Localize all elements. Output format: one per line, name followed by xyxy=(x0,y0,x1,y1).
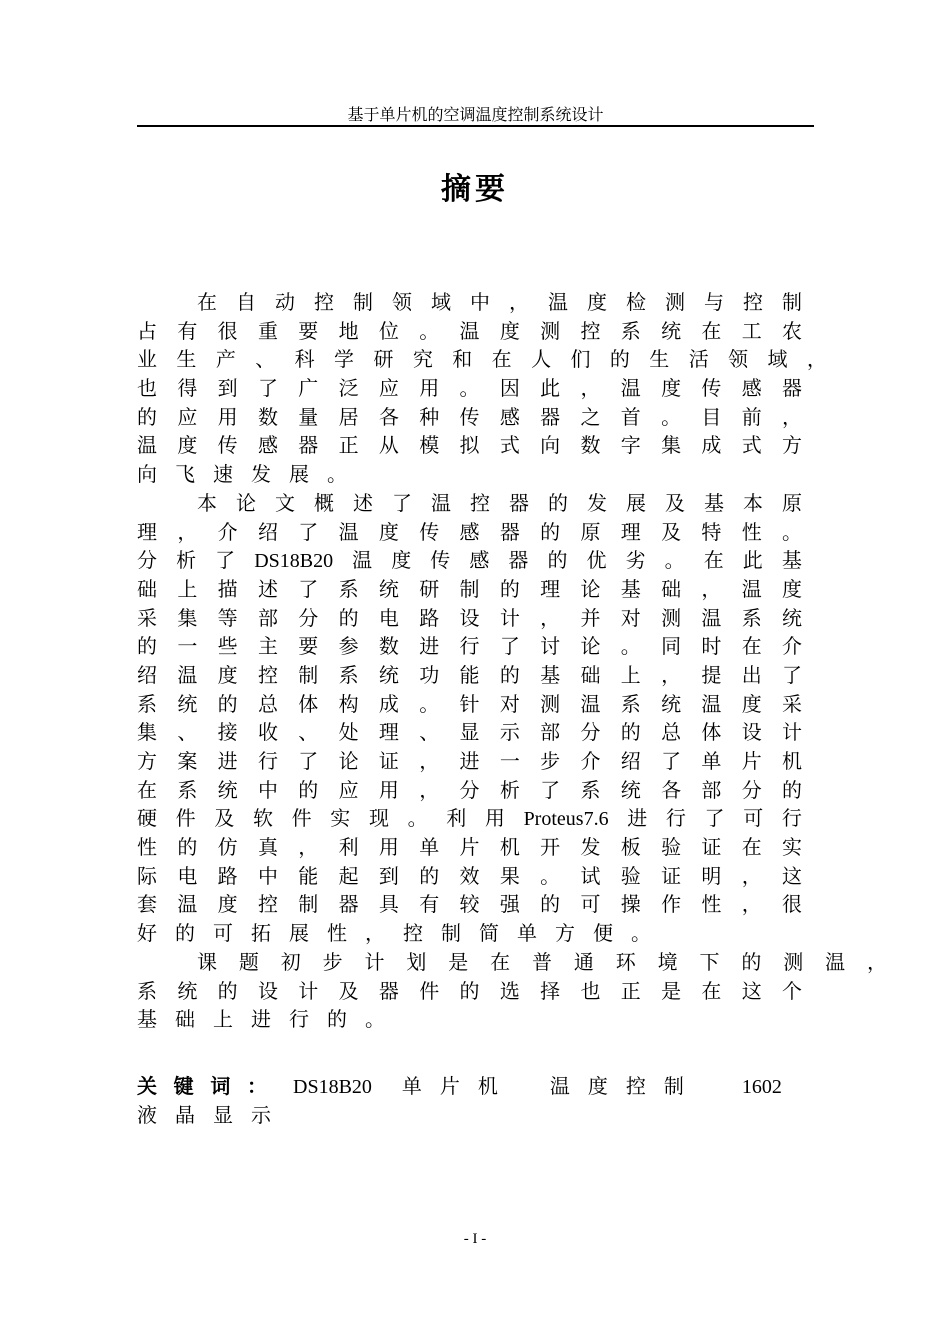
abstract-line: 集 、 接 收 、 处 理 、 显 示 部 分 的 总 体 设 计 xyxy=(137,720,802,745)
abstract-line: 课 题 初 步 计 划 是 在 普 通 环 境 下 的 测 温 ， xyxy=(197,949,887,974)
keywords-line-1 xyxy=(137,1072,802,1101)
abstract-line: 本 论 文 概 述 了 温 控 器 的 发 展 及 基 本 原 xyxy=(197,490,802,515)
abstract-body xyxy=(137,288,887,1034)
abstract-line: 分 析 了 DS18B20 温 度 传 感 器 的 优 劣 。 在 此 基 xyxy=(137,548,802,573)
header-rule xyxy=(137,125,814,127)
keywords-label: 关 键 词 ： xyxy=(137,1074,267,1098)
abstract-heading: 摘要 xyxy=(441,172,509,207)
abstract-line: 际 电 路 中 能 起 到 的 效 果 。 试 验 证 明 ， 这 xyxy=(137,863,802,888)
keyword-mcu: 单片机 xyxy=(401,1074,516,1098)
abstract-line: 向 飞 速 发 展 。 xyxy=(137,462,347,487)
abstract-line: 占 有 很 重 要 地 位 。 温 度 测 控 系 统 在 工 农 xyxy=(137,318,802,343)
abstract-line: 方 案 进 行 了 论 证 ， 进 一 步 介 绍 了 单 片 机 xyxy=(137,749,802,773)
abstract-line: 基 础 上 进 行 的 。 xyxy=(137,1007,385,1032)
abstract-line: 也 得 到 了 广 泛 应 用 。 因 此 ， 温 度 传 感 器 xyxy=(137,376,802,401)
page-number: - I - xyxy=(463,1231,487,1247)
abstract-line: 的 一 些 主 要 参 数 进 行 了 讨 论 。 同 时 在 介 xyxy=(137,634,802,659)
keywords-line-2 xyxy=(137,1101,802,1130)
keyword-ds18b20: DS18B20 xyxy=(293,1076,372,1098)
abstract-line: 础 上 描 述 了 系 统 研 制 的 理 论 基 础 ， 温 度 xyxy=(137,576,802,601)
keyword-temperature-control: 温度控制 xyxy=(549,1074,702,1098)
abstract-line: 采 集 等 部 分 的 电 路 设 计 ， 并 对 测 温 系 统 xyxy=(137,605,802,630)
abstract-line: 温 度 传 感 器 正 从 模 拟 式 向 数 字 集 成 式 方 xyxy=(137,433,802,458)
abstract-line: 性 的 仿 真 ， 利 用 单 片 机 开 发 板 验 证 在 实 xyxy=(137,835,802,860)
abstract-line: 系 统 的 总 体 构 成 。 针 对 测 温 系 统 温 度 采 xyxy=(137,691,802,716)
keyword-lcd: 液晶显示 xyxy=(137,1103,289,1127)
keywords-section xyxy=(137,1072,802,1130)
abstract-line: 理 ， 介 绍 了 温 度 传 感 器 的 原 理 及 特 性 。 xyxy=(137,519,802,544)
abstract-line: 好 的 可 拓 展 性 ， 控 制 简 单 方 便 。 xyxy=(137,921,651,946)
keyword-1602: 1602 xyxy=(741,1076,782,1098)
abstract-line: 在 系 统 中 的 应 用 ， 分 析 了 系 统 各 部 分 的 xyxy=(137,777,802,802)
abstract-line: 套 温 度 控 制 器 具 有 较 强 的 可 操 作 性 ， 很 xyxy=(137,892,802,917)
abstract-line: 绍 温 度 控 制 系 统 功 能 的 基 础 上 ， 提 出 了 xyxy=(137,662,802,687)
abstract-line: 硬 件 及 软 件 实 现 。 利 用 Proteus7.6 进 行 了 可 行 xyxy=(137,806,802,831)
abstract-line: 业 生 产 、 科 学 研 究 和 在 人 们 的 生 活 领 域 ， xyxy=(137,347,827,372)
abstract-line: 系 统 的 设 计 及 器 件 的 选 择 也 正 是 在 这 个 xyxy=(137,978,802,1003)
running-header: 基于单片机的空调温度控制系统设计 xyxy=(347,105,604,124)
abstract-line: 的 应 用 数 量 居 各 种 传 感 器 之 首 。 目 前 ， xyxy=(137,404,802,429)
abstract-line: 在 自 动 控 制 领 域 中 ， 温 度 检 测 与 控 制 xyxy=(197,290,802,314)
